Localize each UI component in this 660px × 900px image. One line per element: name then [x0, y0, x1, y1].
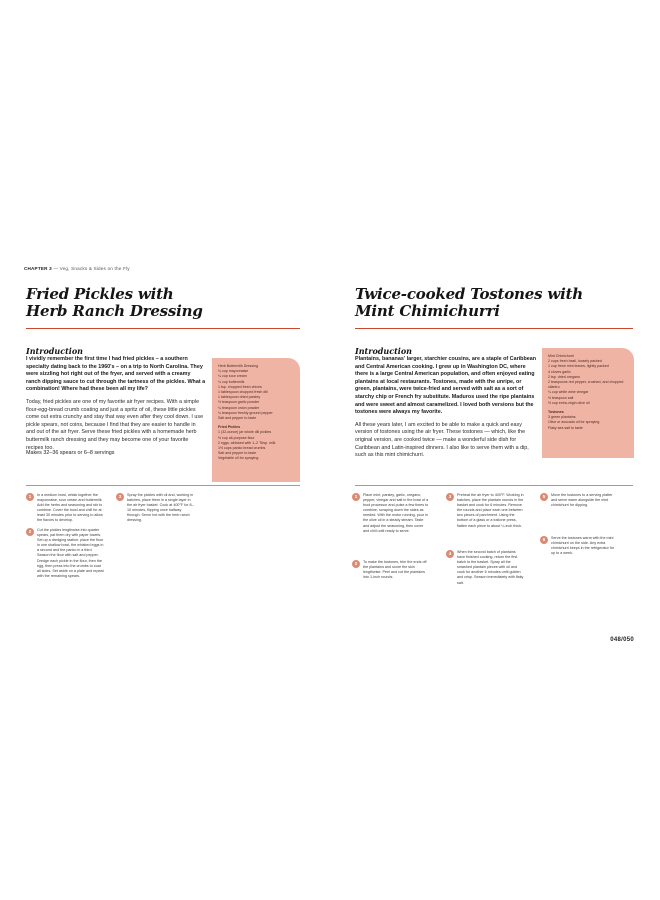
ingredient: ¼ cup white wine vinegar	[548, 390, 589, 395]
ingredient: ½ teaspoon garlic powder	[218, 400, 260, 405]
step-number: 3	[446, 493, 454, 501]
left-box-heading: Herb Buttermilk Dressing	[218, 364, 258, 368]
ingredient: 1 (32-ounce) jar whole dill pickles	[218, 430, 272, 435]
right-ingredients-box	[542, 348, 634, 458]
chapter-title: Veg, Snacks & Sides on the Fly	[59, 266, 130, 271]
ingredient: 1 tablespoon dried parsley	[218, 395, 261, 400]
left-step-3	[116, 493, 194, 524]
right-steps-divider	[355, 485, 633, 486]
left-box-subheading: Fried Pickles	[218, 425, 241, 430]
left-intro-lead: I vividly remember the first time I had fried pickles – a southern specialty dating back to the 1960's – on a trip to North Carolina. They were sizzling hot right out of the fryer, and served with a creamy ranch dipping sauce to cut through the tartness of the pickles. What a combination! Where had these been all my life?	[26, 356, 206, 393]
right-step-2	[352, 560, 430, 580]
running-head: CHAPTER 3 — Veg, Snacks & Sides on the Fly	[24, 266, 130, 271]
right-title-line-1: Twice-cooked Tostones with	[355, 285, 584, 303]
ingredient: 3 green plantains	[548, 415, 576, 420]
step-number: 3	[116, 493, 124, 501]
chapter-label: CHAPTER 3	[24, 266, 52, 271]
left-title-divider	[26, 328, 300, 329]
ingredient: Olive or avocado oil for spraying	[548, 420, 600, 425]
step-text: Move the tostones to a serving platter and serve warm alongside the mint chimichurri for dipping.	[551, 493, 613, 508]
page-number: 048/050	[610, 637, 634, 643]
step-text: To make the tostones, trim the ends off the plantains and score the skin lengthwise. Peel and cut the plantains into 1-inch rounds.	[363, 560, 427, 580]
right-box-list	[548, 359, 628, 406]
step-number: 6	[540, 536, 548, 544]
left-yield: Makes 32–36 spears or 6–8 servings	[26, 450, 115, 456]
ingredient: 2 tsp. dried oregano	[548, 374, 580, 379]
right-intro-lead: Plantains, bananas' larger, starchier cousins, are a staple of Caribbean and Central American cooking. I grew up in Washington DC, where there is a large Central American population, and often enjoyed eating plantains at local restaurants. Tostones, made with the unripe, or green, plantains, were twice-fried and served with salt as a sort of starchy chip or French fry substitute. Maduros used the ripe plantains and were sweet and almost caramelized. I loved both versions but the tostones were always my favorite.	[355, 356, 537, 416]
right-intro-body: All these years later, I am excited to be able to make a quick and easy version of tostones using the air fryer. These tostones — which, like the original version, are cooked twice — make a wonderful side dish for Caribbean and Latin-inspired dinners. I also like to serve them with a dip, such as this mint chimichurri.	[355, 421, 529, 459]
ingredient: 1 tsp. chopped fresh chives	[218, 384, 262, 389]
right-step-6	[540, 536, 618, 556]
left-intro-text	[26, 356, 206, 457]
step-text: In a medium bowl, whisk together the mayonnaise, sour cream and buttermilk. Add the herbs and seasoning and stir to combine. Cover the bowl and chill for at least 30 minutes prior to serving to allow the flavors to develop.	[37, 493, 103, 523]
step-text: Spray the pickles with oil and, working in batches, place them in a single layer in the air fryer basket. Cook at 400°F for 8–10 minutes, flipping once halfway through. Serve hot with the herb ranch dressing.	[127, 493, 194, 523]
ingredient: Salt and pepper to taste	[218, 451, 257, 456]
ingredient: ¼ teaspoon freshly ground pepper	[218, 410, 273, 415]
left-recipe-title	[26, 286, 203, 320]
right-step-5	[540, 493, 618, 508]
right-title-divider	[355, 328, 633, 329]
ingredient: Salt and pepper to taste	[218, 416, 257, 421]
right-step-4	[446, 550, 524, 586]
right-title-line-2: Mint Chimichurri	[355, 302, 500, 320]
right-box-subheading: Tostones	[548, 410, 564, 415]
left-box-list	[218, 369, 294, 421]
left-title-line-2: Herb Ranch Dressing	[26, 302, 203, 320]
right-recipe-title	[355, 286, 583, 320]
ingredient: ¼ cup mayonnaise	[218, 369, 249, 374]
step-number: 1	[352, 493, 360, 501]
step-text: Place mint, parsley, garlic, oregano, pepper, vinegar and salt in the bowl of a food processor and pulse a few times to combine, scraping down the sides as needed. With the motor running, pour in the olive oil in a steady stream. Taste and adjust the seasoning, then cover and chill until ready to serve.	[363, 493, 429, 533]
step-number: 2	[26, 528, 34, 536]
ingredient: 1½ cups panko bread crumbs	[218, 446, 266, 451]
right-step-1	[352, 493, 430, 534]
left-box-sublist	[218, 430, 294, 461]
ingredient: ¼ cup sour cream	[218, 374, 247, 379]
left-steps-divider	[26, 485, 300, 486]
ingredient: ½ cup all-purpose flour	[218, 435, 255, 440]
step-text: Cut the pickles lengthwise into quarter spears, pat them dry with paper towels. Set up a dredging station: place the flour in one shallow bowl, the whisked eggs in a second and the panko in a third. Season the flour with salt and pepper. Dredge each pickle in the flour, then the egg, then press into the crumbs to coat all sides. Set aside on a plate and repeat with the remaining spears.	[37, 528, 104, 578]
ingredient: 2 cups fresh basil, loosely packed	[548, 359, 602, 364]
step-number: 4	[446, 550, 454, 558]
ingredient: 1 cup fresh mint leaves, lightly packed	[548, 364, 609, 369]
right-intro-text	[355, 356, 537, 465]
ingredient: ¼ cup buttermilk	[218, 379, 245, 384]
ingredient: Vegetable oil for spraying	[218, 456, 259, 461]
left-step-2	[26, 528, 104, 579]
ingredient: 1 tablespoon chopped fresh dill	[218, 390, 268, 395]
ingredient: ½ cup extra-virgin olive oil	[548, 400, 590, 405]
right-intro-heading: Introduction	[355, 346, 412, 356]
left-ingredients-box	[212, 358, 300, 482]
ingredient: 2 eggs, whisked with 1–2 Tbsp. milk	[218, 440, 276, 445]
ingredient: ½ teaspoon salt	[548, 395, 574, 400]
right-box-heading: Mint Chimichurri	[548, 354, 574, 358]
step-text: When the second batch of plantains have finished cooking, return the first batch to the basket. Spray all the smashed plantain pieces with oil and cook for another 6 minutes until golden and crisp. Season immediately with flaky salt.	[457, 550, 524, 585]
ingredient: 2 teaspoons red pepper, crushed, and chopped cilantro	[548, 380, 624, 390]
step-number: 2	[352, 560, 360, 568]
left-title-line-1: Fried Pickles with	[26, 285, 174, 303]
step-text: Serve the tostones warm with the mint chimichurri on the side. Any extra chimichurri keeps in the refrigerator for up to a week.	[551, 536, 615, 556]
book-spread	[0, 250, 660, 643]
ingredient: 4 cloves garlic	[548, 369, 571, 374]
step-number: 5	[540, 493, 548, 501]
right-box-sublist	[548, 415, 628, 431]
ingredient: Flaky sea salt to taste	[548, 425, 583, 430]
left-intro-heading: Introduction	[26, 346, 83, 356]
step-text: Preheat the air fryer to 400°F. Working in batches, place the plantain rounds in the basket and cook for 6 minutes. Remove the rounds and place each one between two pieces of parchment. Using the bottom of a glass or a tostone press, flatten each piece to about ¼-inch thick.	[457, 493, 524, 528]
step-number: 1	[26, 493, 34, 501]
left-intro-body: Today, fried pickles are one of my favorite air fryer recipes. With a simple flour-egg-bread crumb coating and just a spritz of oil, these little pickles come out extra crunchy and stay that way even after they cool down. I use pickle spears, not coins, because I find that they are easier to handle in and out of the air fryer. Serve these fried pickles with a homemade herb buttermilk ranch dressing and they may become one of your favorite recipes too.	[26, 398, 204, 451]
right-step-3	[446, 493, 524, 529]
left-step-1	[26, 493, 104, 524]
ingredient: ¼ teaspoon onion powder	[218, 405, 260, 410]
